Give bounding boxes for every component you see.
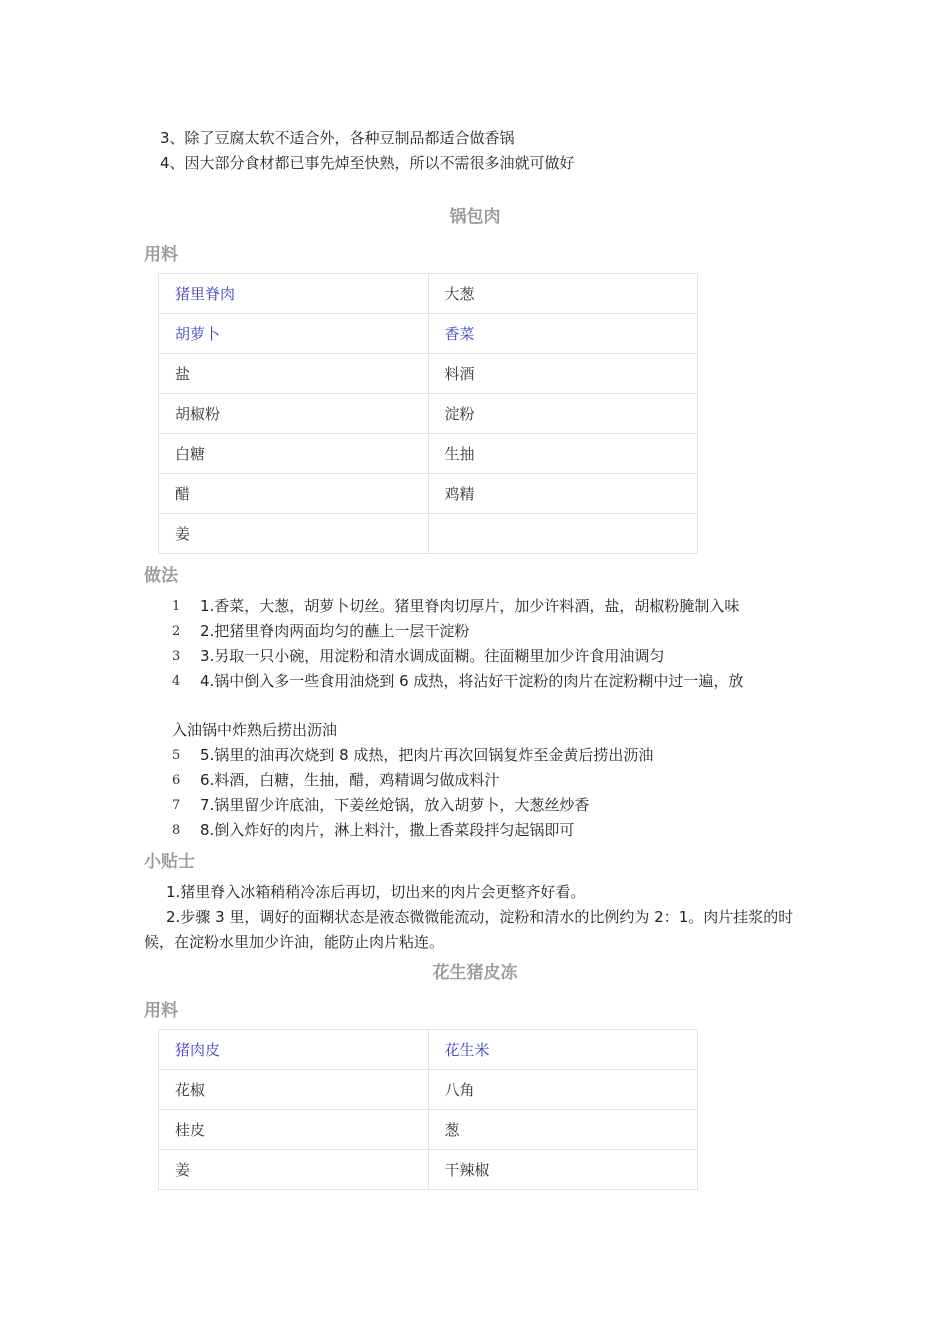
ingredient-cell: 鸡精 (428, 474, 698, 514)
ingredient-link[interactable]: 香菜 (428, 314, 698, 354)
table-row (159, 274, 698, 314)
step-number: 6 (172, 773, 181, 788)
list-item (144, 768, 814, 793)
step-text: 8.倒入炸好的肉片，淋上料汁，撒上香菜段拌匀起锅即可 (200, 821, 575, 839)
tip-paragraph: 2.步骤 3 里，调好的面糊状态是液态微微能流动，淀粉和清水的比例约为 2：1。肉片挂浆的时候，在淀粉水里加少许油，能防止肉片粘连。 (144, 908, 794, 951)
table-row (159, 514, 698, 554)
ingredient-cell: 醋 (159, 474, 429, 514)
list-item (144, 594, 814, 619)
list-item (144, 619, 814, 644)
step-text: 7.锅里留少许底油，下姜丝炝锅，放入胡萝卜，大葱丝炒香 (200, 796, 590, 814)
ingredient-cell: 盐 (159, 354, 429, 394)
table-row (159, 1150, 698, 1190)
table-row (159, 354, 698, 394)
ingredient-cell: 桂皮 (159, 1110, 429, 1150)
ingredient-cell: 花椒 (159, 1070, 429, 1110)
ingredient-link[interactable]: 猪肉皮 (159, 1030, 429, 1070)
table-row (159, 474, 698, 514)
list-item (144, 793, 814, 818)
ingredient-cell: 八角 (428, 1070, 698, 1110)
step-number: 5 (172, 748, 181, 763)
ingredient-cell: 淀粉 (428, 394, 698, 434)
ingredient-link[interactable]: 花生米 (428, 1030, 698, 1070)
tips-heading: 小贴士 (144, 852, 195, 872)
table-row (159, 394, 698, 434)
list-item (144, 669, 814, 743)
recipe-title: 锅包肉 (449, 207, 501, 227)
step-text: 6.料酒，白糖，生抽，醋，鸡精调匀做成料汁 (200, 771, 500, 789)
list-item (144, 818, 814, 843)
ingredient-cell: 胡椒粉 (159, 394, 429, 434)
ingredients-heading: 用料 (144, 245, 178, 265)
tips-body (144, 880, 814, 955)
step-text-continued: 入油锅中炸熟后捞出沥油 (172, 721, 338, 739)
step-number: 2 (172, 624, 181, 639)
step-text: 4.锅中倒入多一些食用油烧到 6 成热，将沾好干淀粉的肉片在淀粉糊中过一遍，放 (200, 672, 744, 690)
ingredients-table (158, 273, 698, 554)
step-text: 2.把猪里脊肉两面均匀的蘸上一层干淀粉 (200, 622, 470, 640)
ingredient-link[interactable]: 胡萝卜 (159, 314, 429, 354)
intro-tips (160, 126, 575, 176)
ingredient-cell: 大葱 (428, 274, 698, 314)
table-row (159, 1030, 698, 1070)
ingredient-cell: 姜 (159, 1150, 429, 1190)
step-number: 1 (172, 599, 181, 614)
step-text: 5.锅里的油再次烧到 8 成热，把肉片再次回锅复炸至金黄后捞出沥油 (200, 746, 654, 764)
tip-paragraph: 1.猪里脊入冰箱稍稍冷冻后再切，切出来的肉片会更整齐好看。 (166, 883, 586, 901)
step-number: 4 (172, 674, 181, 689)
ingredient-cell: 生抽 (428, 434, 698, 474)
method-heading: 做法 (144, 566, 178, 586)
intro-tip-3: 3、除了豆腐太软不适合外，各种豆制品都适合做香锅 (160, 129, 515, 147)
step-number: 7 (172, 798, 181, 813)
table-row (159, 314, 698, 354)
recipe-title: 花生猪皮冻 (432, 963, 518, 983)
step-text: 3.另取一只小碗，用淀粉和清水调成面糊。往面糊里加少许食用油调匀 (200, 647, 665, 665)
ingredient-cell: 干辣椒 (428, 1150, 698, 1190)
step-text: 1.香菜，大葱，胡萝卜切丝。猪里脊肉切厚片，加少许料酒，盐，胡椒粉腌制入味 (200, 597, 740, 615)
ingredient-cell: 葱 (428, 1110, 698, 1150)
step-number: 3 (172, 649, 181, 664)
table-row (159, 1070, 698, 1110)
ingredients-heading: 用料 (144, 1001, 178, 1021)
list-item (144, 644, 814, 669)
list-item (144, 743, 814, 768)
ingredient-cell (428, 514, 698, 554)
ingredient-cell: 白糖 (159, 434, 429, 474)
ingredient-cell: 姜 (159, 514, 429, 554)
steps-list (144, 594, 814, 843)
table-row (159, 434, 698, 474)
step-number: 8 (172, 823, 181, 838)
ingredients-table (158, 1029, 698, 1190)
table-row (159, 1110, 698, 1150)
ingredient-link[interactable]: 猪里脊肉 (159, 274, 429, 314)
intro-tip-4: 4、因大部分食材都已事先焯至快熟，所以不需很多油就可做好 (160, 154, 575, 172)
ingredient-cell: 料酒 (428, 354, 698, 394)
